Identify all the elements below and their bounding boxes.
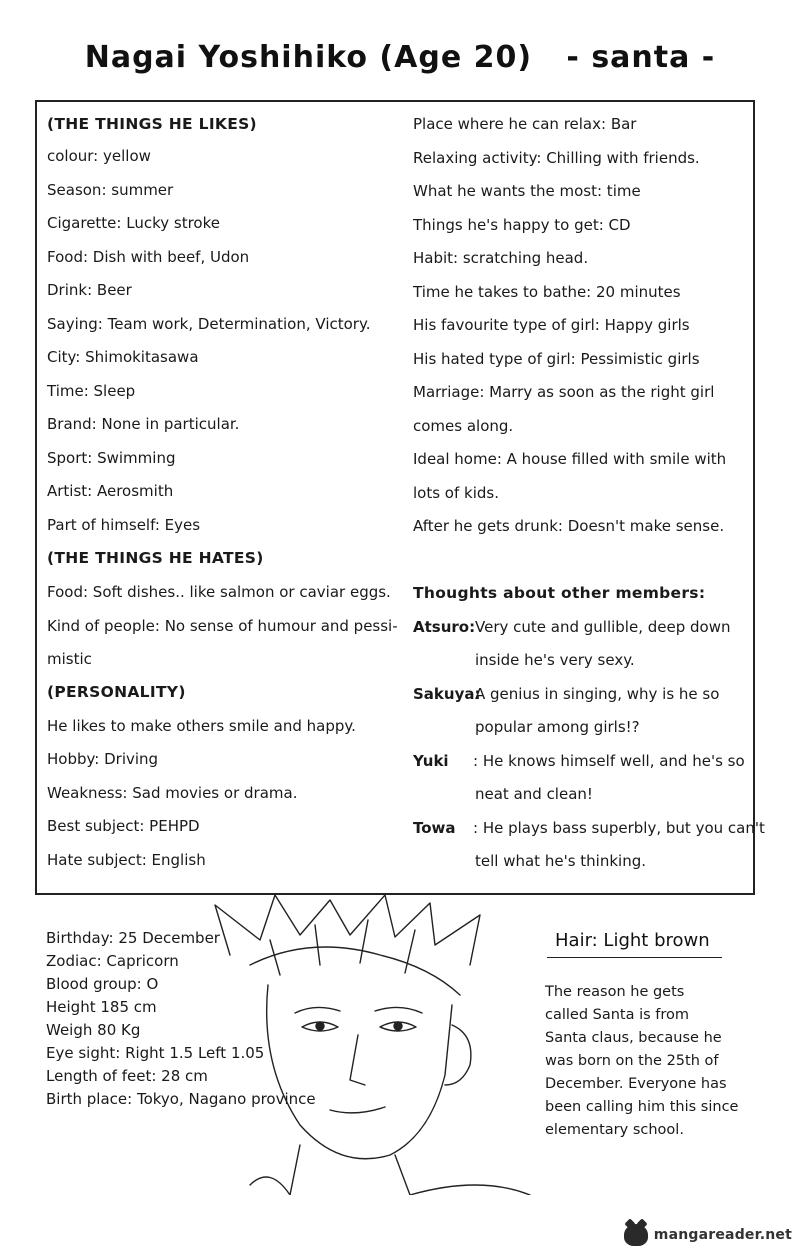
note-line: was born on the 25th of	[545, 1053, 719, 1069]
stat-weight: Weigh 80 Kg	[46, 1021, 141, 1039]
personality-heading: (PERSONALITY)	[47, 683, 186, 701]
profile-item: Habit: scratching head.	[413, 249, 589, 267]
member-thought-yuki-cont: neat and clean!	[475, 785, 593, 803]
profile-item: Marriage: Marry as soon as the right girl	[413, 383, 715, 401]
stat-birthday: Birthday: 25 December	[46, 929, 220, 947]
hates-heading: (THE THINGS HE HATES)	[47, 549, 264, 567]
profile-item: Time he takes to bathe: 20 minutes	[413, 283, 681, 301]
like-item: Food: Dish with beef, Udon	[47, 248, 250, 266]
personality-item: Hate subject: English	[47, 851, 206, 869]
members-heading: Thoughts about other members:	[413, 584, 706, 602]
like-item: Part of himself: Eyes	[47, 516, 201, 534]
member-thought-atsuro: Very cute and gullible, deep down	[475, 618, 731, 636]
profile-item: After he gets drunk: Doesn't make sense.	[413, 517, 725, 535]
note-line: called Santa is from	[545, 1007, 690, 1023]
personality-item: Hobby: Driving	[47, 750, 159, 768]
personality-item: Best subject: PEHPD	[47, 817, 200, 835]
member-thought-atsuro-cont: inside he's very sexy.	[475, 651, 635, 669]
profile-item: His favourite type of girl: Happy girls	[413, 316, 690, 334]
member-name-yuki: Yuki	[413, 752, 449, 770]
member-name-sakuya: Sakuya:	[413, 685, 481, 703]
profile-item: What he wants the most: time	[413, 182, 641, 200]
member-thought-towa-cont: tell what he's thinking.	[475, 852, 646, 870]
like-item: Drink: Beer	[47, 281, 132, 299]
member-name-atsuro: Atsuro:	[413, 618, 476, 636]
stat-birth-place: Birth place: Tokyo, Nagano province	[46, 1090, 316, 1108]
hair-note-title: Hair: Light brown	[555, 930, 710, 951]
hate-item: Food: Soft dishes.. like salmon or caviar eggs.	[47, 583, 391, 601]
hate-item: mistic	[47, 650, 92, 668]
personality-item: Weakness: Sad movies or drama.	[47, 784, 298, 802]
note-line: Santa claus, because he	[545, 1030, 722, 1046]
member-thought-sakuya-cont: popular among girls!?	[475, 718, 640, 736]
watermark	[624, 1223, 792, 1247]
personality-item: He likes to make others smile and happy.	[47, 717, 356, 735]
like-item: Sport: Swimming	[47, 449, 176, 467]
note-line: December. Everyone has	[545, 1076, 727, 1092]
profile-item: Place where he can relax: Bar	[413, 115, 637, 133]
watermark-icon	[624, 1224, 648, 1246]
profile-item: His hated type of girl: Pessimistic girls	[413, 350, 700, 368]
note-line: elementary school.	[545, 1122, 684, 1138]
note-line: been calling him this since	[545, 1099, 739, 1115]
stat-blood-group: Blood group: O	[46, 975, 159, 993]
hair-note-underline	[547, 957, 722, 958]
stat-zodiac: Zodiac: Capricorn	[46, 952, 179, 970]
watermark-text: mangareader.net	[653, 1227, 792, 1243]
member-thought-yuki: : He knows himself well, and he's so	[473, 752, 745, 770]
profile-item: Relaxing activity: Chilling with friends.	[413, 149, 700, 167]
member-name-towa: Towa	[413, 819, 456, 837]
likes-heading: (THE THINGS HE LIKES)	[47, 115, 257, 133]
profile-item: comes along.	[413, 417, 514, 435]
like-item: Artist: Aerosmith	[47, 482, 174, 500]
note-line: The reason he gets	[545, 984, 685, 1000]
page-title: Nagai Yoshihiko (Age 20) - santa -	[84, 40, 716, 75]
like-item: City: Shimokitasawa	[47, 348, 199, 366]
profile-box	[35, 100, 765, 895]
like-item: Saying: Team work, Determination, Victory.	[47, 315, 371, 333]
hate-item: Kind of people: No sense of humour and pessi-	[47, 617, 398, 635]
stat-feet-length: Length of feet: 28 cm	[46, 1067, 208, 1085]
like-item: Time: Sleep	[47, 382, 136, 400]
stat-eye-sight: Eye sight: Right 1.5 Left 1.05	[46, 1044, 265, 1062]
like-item: colour: yellow	[47, 147, 151, 165]
member-thought-towa: : He plays bass superbly, but you can't	[473, 819, 765, 837]
profile-item: lots of kids.	[413, 484, 499, 502]
profile-item: Things he's happy to get: CD	[413, 216, 631, 234]
like-item: Season: summer	[47, 181, 174, 199]
stat-height: Height 185 cm	[46, 998, 157, 1016]
like-item: Cigarette: Lucky stroke	[47, 214, 220, 232]
profile-item: Ideal home: A house filled with smile with	[413, 450, 727, 468]
like-item: Brand: None in particular.	[47, 415, 240, 433]
member-thought-sakuya: A genius in singing, why is he so	[475, 685, 720, 703]
